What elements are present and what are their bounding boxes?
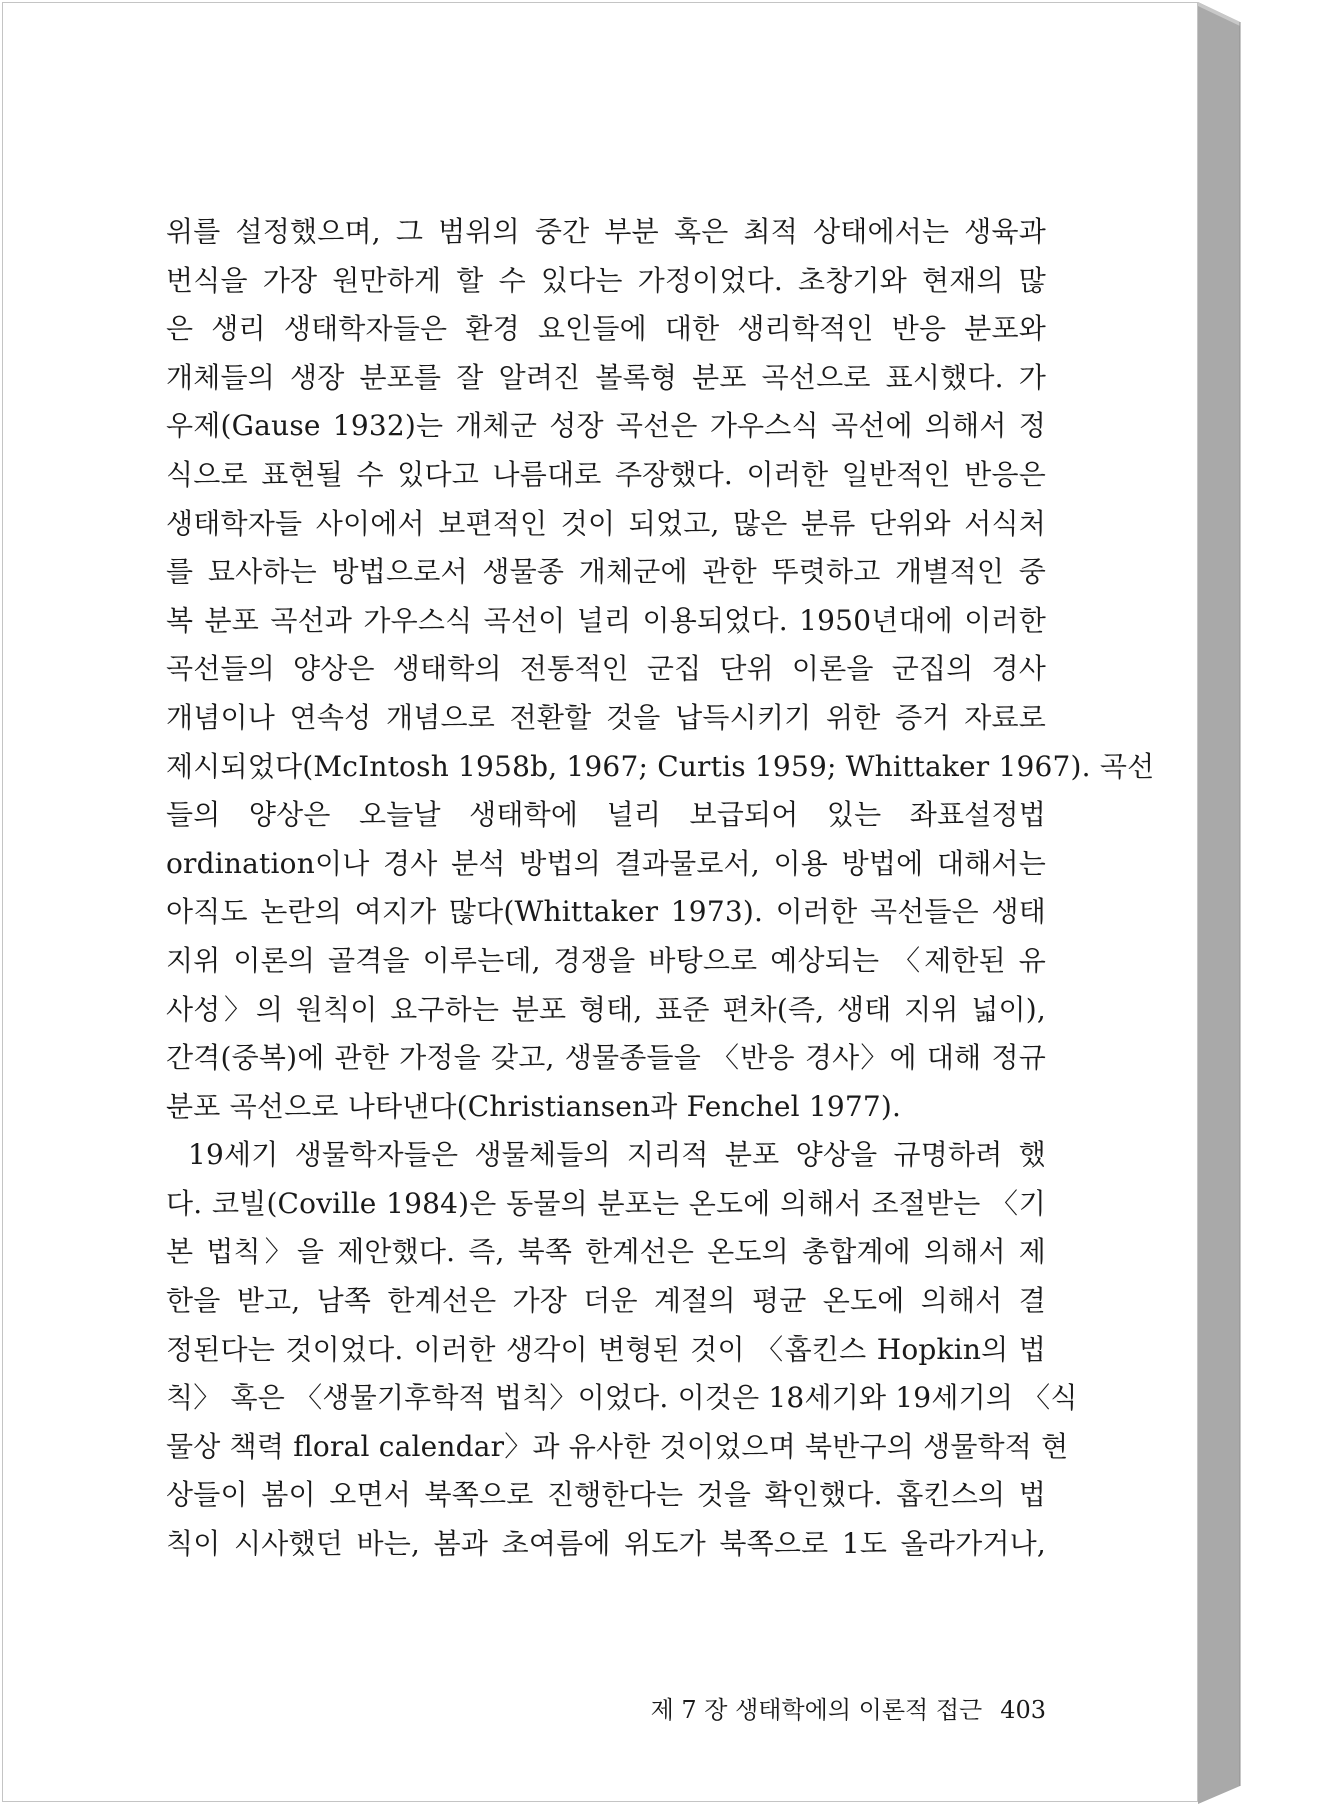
text-line: 칙〉 혹은 〈생물기후학적 법칙〉이었다. 이것은 18세기와 19세기의 〈식 <box>166 1381 1078 1415</box>
paragraph <box>166 208 1155 1131</box>
text-line: 곡선들의 양상은 생태학의 전통적인 군집 단위 이론을 군집의 경사 <box>166 652 1046 686</box>
text-line: 한을 받고, 남쪽 한계선은 가장 더운 계절의 평균 온도에 의해서 결 <box>166 1284 1046 1318</box>
text-line: 아직도 논란의 여지가 많다(Whittaker 1973). 이러한 곡선들은 생태 <box>166 895 1046 929</box>
text-line: ordination이나 경사 분석 방법의 결과물로서, 이용 방법에 대해서는 <box>166 846 1046 880</box>
text-line: 복 분포 곡선과 가우스식 곡선이 널리 이용되었다. 1950년대에 이러한 <box>166 603 1046 637</box>
page-number: 403 <box>1000 1696 1046 1724</box>
paragraph <box>166 1131 1078 1568</box>
text-line: 분포 곡선으로 나타낸다(Christiansen과 Fenchel 1977). <box>166 1089 902 1123</box>
chapter-title: 제 7 장 생태학에의 이론적 접근 <box>650 1696 983 1724</box>
text-line: 은 생리 생태학자들은 환경 요인들에 대한 생리학적인 반응 분포와 <box>166 312 1046 346</box>
text-line: 번식을 가장 원만하게 할 수 있다는 가정이었다. 초창기와 현재의 많 <box>166 263 1046 297</box>
text-line: 정된다는 것이었다. 이러한 생각이 변형된 것이 〈홉킨스 Hopkin의 법 <box>166 1332 1046 1366</box>
text-line: 우제(Gause 1932)는 개체군 성장 곡선은 가우스식 곡선에 의해서 정 <box>166 409 1046 443</box>
text-line: 생태학자들 사이에서 보편적인 것이 되었고, 많은 분류 단위와 서식처 <box>166 506 1046 540</box>
text-line: 제시되었다(McIntosh 1958b, 1967; Curtis 1959; Whittaker 1967). 곡선 <box>166 749 1155 783</box>
text-line: 칙이 시사했던 바는, 봄과 초여름에 위도가 북쪽으로 1도 올라가거나, <box>166 1527 1046 1561</box>
text-line: 를 묘사하는 방법으로서 생물종 개체군에 관한 뚜렷하고 개별적인 중 <box>166 555 1046 589</box>
text-line: 상들이 봄이 오면서 북쪽으로 진행한다는 것을 확인했다. 홉킨스의 법 <box>166 1478 1046 1512</box>
text-line: 위를 설정했으며, 그 범위의 중간 부분 혹은 최적 상태에서는 생육과 <box>166 215 1046 248</box>
body-text <box>166 208 1155 1569</box>
text-line: 개념이나 연속성 개념으로 전환할 것을 납득시키기 위한 증거 자료로 <box>166 700 1046 734</box>
page-stack-edge <box>1198 2 1240 1804</box>
text-line: 본 법칙〉을 제안했다. 즉, 북쪽 한계선은 온도의 총합계에 의해서 제 <box>166 1235 1046 1269</box>
text-line: 들의 양상은 오늘날 생태학에 널리 보급되어 있는 좌표설정법 <box>166 798 1046 832</box>
text-line: 다. 코빌(Coville 1984)은 동물의 분포는 온도에 의해서 조절받는 〈기 <box>166 1186 1046 1220</box>
text-line: 물상 책력 floral calendar〉과 유사한 것이었으며 북반구의 생물학적 현 <box>166 1429 1069 1463</box>
text-line: 개체들의 생장 분포를 잘 알려진 볼록형 분포 곡선으로 표시했다. 가 <box>166 360 1046 394</box>
running-footer <box>600 1690 1046 1730</box>
text-line: 사성〉의 원칙이 요구하는 분포 형태, 표준 편차(즉, 생태 지위 넓이), <box>166 992 1046 1026</box>
text-line: 간격(중복)에 관한 가정을 갖고, 생물종들을 〈반응 경사〉에 대해 정규 <box>166 1041 1046 1075</box>
text-line: 지위 이론의 골격을 이루는데, 경쟁을 바탕으로 예상되는 〈제한된 유 <box>166 943 1046 977</box>
text-line: 19세기 생물학자들은 생물체들의 지리적 분포 양상을 규명하려 했 <box>188 1138 1046 1172</box>
text-line: 식으로 표현될 수 있다고 나름대로 주장했다. 이러한 일반적인 반응은 <box>166 457 1046 491</box>
